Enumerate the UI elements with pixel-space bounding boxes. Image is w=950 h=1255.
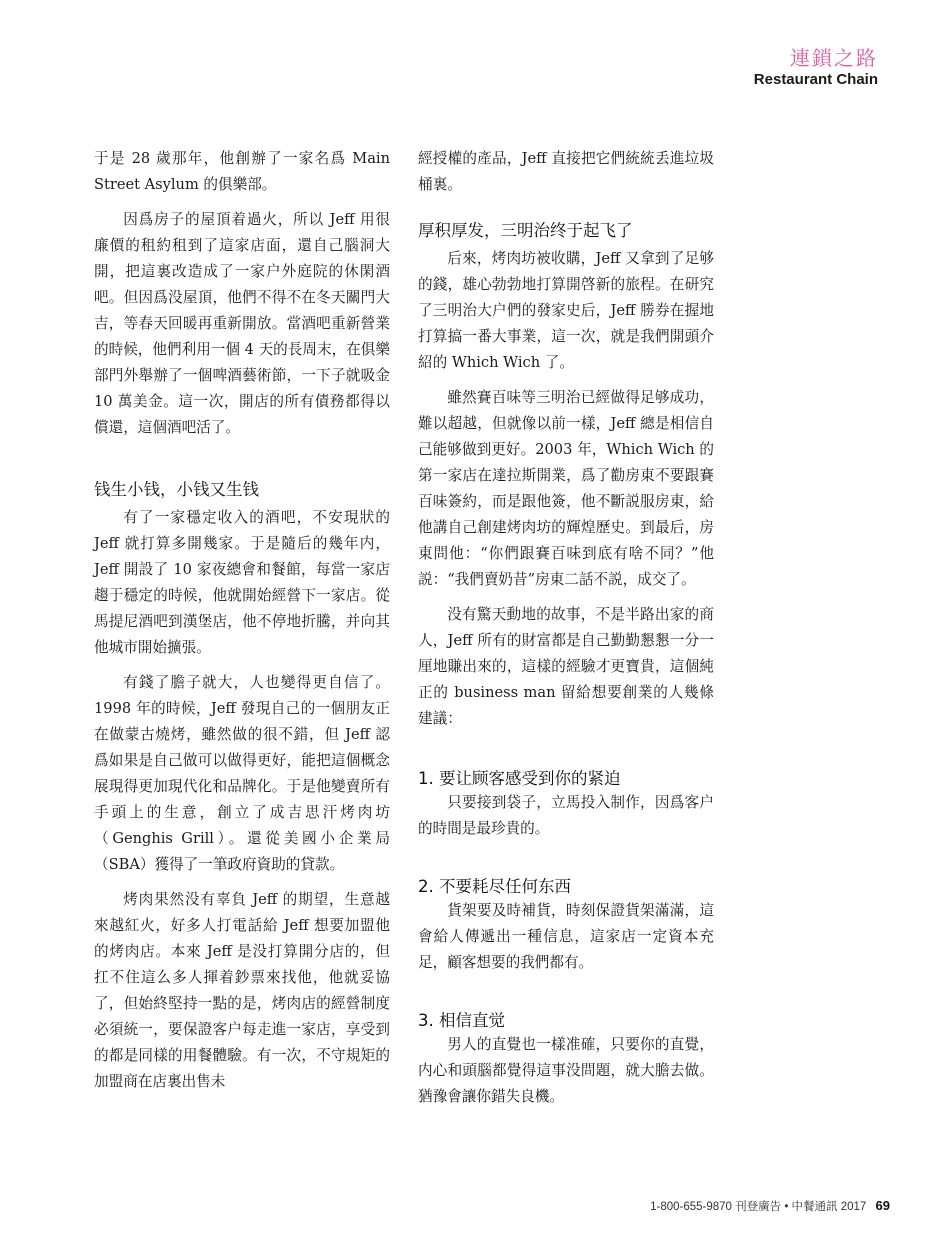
paragraph: 雖然賽百味等三明治已經做得足够成功，難以超越，但就像以前一樣，Jeff 總是相信自己能够做到更好。2003 年，Which Wich 的第一家店在達拉斯開業，爲了勸房東不要跟賽百味簽約，而是跟他簽，他不斷説服房東，給他講自己創建烤肉坊的輝煌歷史。到最后，房東問他：“你們跟賽百味到底有啥不同？”他説：“我們賣奶昔”房東二話不説，成交了。 (418, 389, 714, 588)
page-footer (650, 1198, 890, 1214)
section-heading: 厚积厚发，三明治终于起飞了 (418, 221, 633, 240)
tip-heading: 1. 要让顾客感受到你的紧迫 (418, 769, 621, 788)
page-number: 69 (875, 1198, 890, 1213)
section-title-chinese: 連鎖之路 (790, 46, 878, 70)
paragraph: 没有驚天動地的故事，不是半路出家的商人，Jeff 所有的財富都是自己勤勤懇懇一分一厘地賺出來的，這樣的經驗才更寶貴，這個純正的 business man 留給想要創業的人幾條建議： (418, 606, 714, 727)
paragraph: 經授權的產品，Jeff 直接把它們統統丢進垃圾桶裏。 (418, 150, 714, 193)
left-column (94, 146, 390, 1104)
paragraph: 于是 28 歲那年，他創辦了一家名爲 Main Street Asylum 的俱樂部。 (94, 150, 390, 193)
section-title-english: Restaurant Chain (753, 71, 878, 88)
tip-heading: 3. 相信直觉 (418, 1011, 505, 1030)
section-heading: 钱生小钱，小钱又生钱 (94, 480, 259, 499)
tip-body: 只要接到袋子，立馬投入制作，因爲客户的時間是最珍貴的。 (418, 794, 714, 837)
tip-heading: 2. 不要耗尽任何东西 (418, 877, 571, 896)
tip-body: 男人的直覺也一樣准確，只要你的直覺，内心和頭腦都覺得這事没問題，就大膽去做。猶豫會讓你錯失良機。 (418, 1036, 714, 1105)
tip-body: 貨架要及時補貨，時刻保證貨架滿滿，這會給人傳遞出一種信息，這家店一定資本充足，顧客想要的我們都有。 (418, 902, 714, 971)
paragraph: 有了一家穩定收入的酒吧，不安現狀的 Jeff 就打算多開幾家。于是隨后的幾年内，Jeff 開設了 10 家夜總會和餐館，每當一家店趨于穩定的時候，他就開始經營下一家店。從馬提尼酒吧到漢堡店，他不停地折騰，并向其他城市開始擴張。 (94, 509, 390, 656)
right-column (418, 146, 714, 1119)
footer-text: 1-800-655-9870 刊登廣告 • 中餐通訊 2017 (650, 1201, 867, 1213)
page-header (754, 46, 878, 90)
paragraph: 有錢了膽子就大，人也變得更自信了。1998 年的時候，Jeff 發現自己的一個朋友正在做蒙古燒烤，雖然做的很不錯，但 Jeff 認爲如果是自己做可以做得更好，能把這個概念展現得更加現代化和品牌化。于是他變賣所有手頭上的生意，創立了成吉思汗烤肉坊（Genghis Grill）。還從美國小企業局（SBA）獲得了一筆政府資助的貸款。 (94, 674, 390, 873)
paragraph: 烤肉果然没有辜負 Jeff 的期望，生意越來越紅火，好多人打電話給 Jeff 想要加盟他的烤肉店。本來 Jeff 是没打算開分店的，但扛不住這么多人揮着鈔票來找他，他就妥協了，但始終堅持一點的是，烤肉店的經營制度必須統一，要保證客户每走進一家店，享受到的都是同樣的用餐體驗。有一次，不守規矩的加盟商在店裏出售未 (94, 891, 390, 1090)
paragraph: 因爲房子的屋頂着過火，所以 Jeff 用很廉價的租約租到了這家店面，還自己腦洞大開，把這裏改造成了一家户外庭院的休閑酒吧。但因爲没屋頂，他們不得不在冬天關門大吉，等春天回暖再重新開放。當酒吧重新營業的時候，他們利用一個 4 天的長周末，在俱樂部門外舉辦了一個啤酒藝術節，一下子就吸金 10 萬美金。這一次，開店的所有債務都得以償還，這個酒吧活了。 (94, 211, 390, 436)
paragraph: 后來，烤肉坊被收購，Jeff 又拿到了足够的錢，雄心勃勃地打算開啓新的旅程。在研究了三明治大户們的發家史后，Jeff 勝券在握地打算搞一番大事業，這一次，就是我們開頭介紹的 Which Wich 了。 (418, 250, 714, 371)
